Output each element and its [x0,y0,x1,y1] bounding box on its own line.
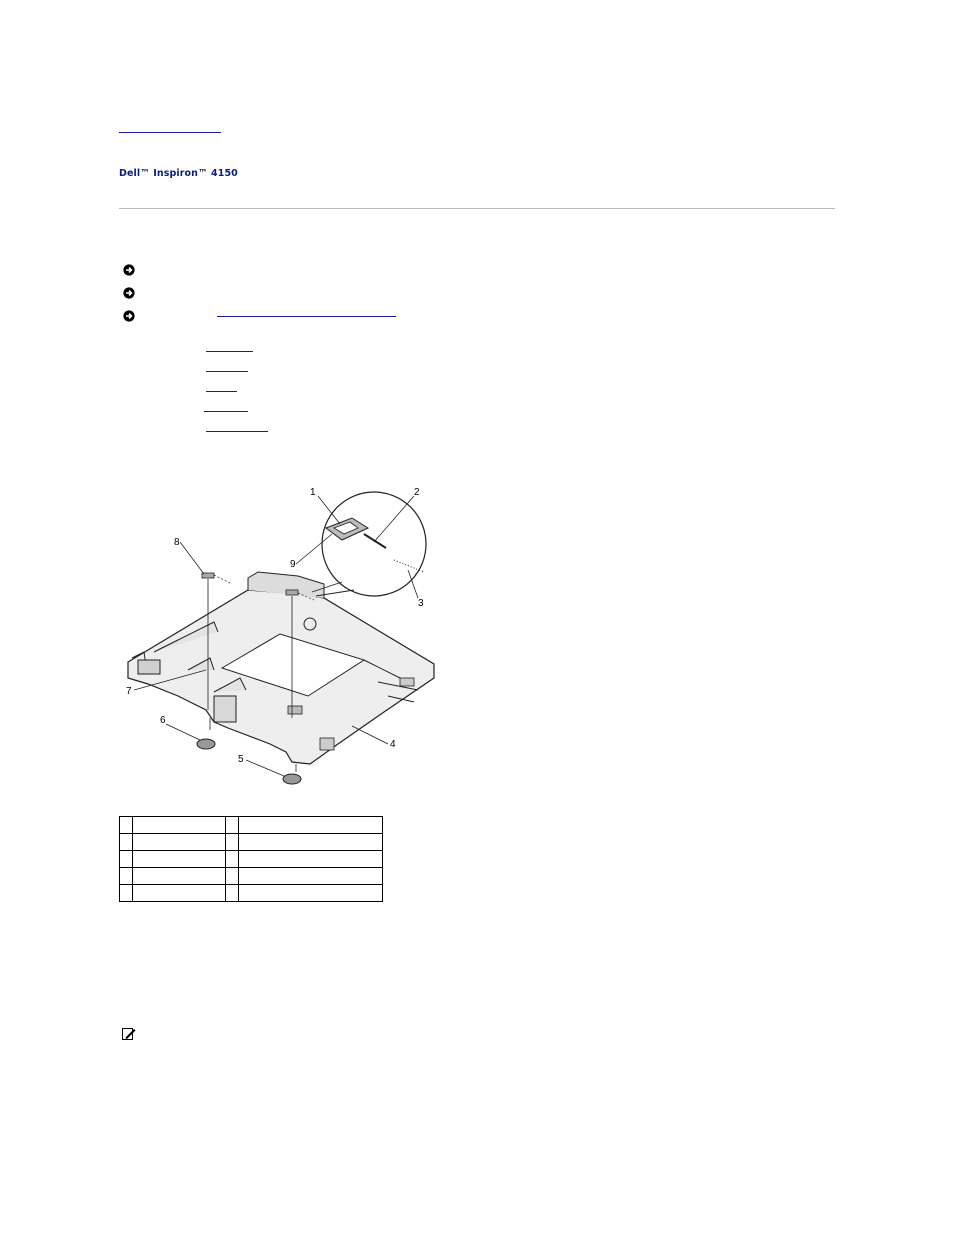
notice-icon [123,264,135,276]
callout-6: 6 [160,715,166,726]
callout-9: 9 [290,559,296,570]
table-cell [239,885,383,902]
table-cell [120,817,133,834]
notice-procedure-link[interactable] [217,306,396,317]
back-to-contents-link[interactable] [119,120,221,133]
callout-4: 4 [390,739,396,750]
step-link-2[interactable] [206,361,248,372]
product-title: Dell™ Inspiron™ 4150 [119,168,238,179]
bottom-case-figure [118,482,440,792]
callout-1: 1 [310,487,316,498]
table-cell [239,851,383,868]
table-cell [120,834,133,851]
table-cell [133,834,226,851]
table-cell [133,885,226,902]
step-link-3[interactable] [206,381,237,392]
table-cell [226,834,239,851]
notice-icon [123,310,135,322]
table-row [120,868,383,885]
notice-icon [123,287,135,299]
step-link-1[interactable] [206,341,253,352]
table-cell [133,817,226,834]
table-cell [120,885,133,902]
table-cell [133,851,226,868]
step-link-4[interactable] [204,401,248,412]
table-cell [239,868,383,885]
table-row [120,885,383,902]
table-cell [239,834,383,851]
table-cell [239,817,383,834]
table-cell [226,885,239,902]
callout-2: 2 [414,487,420,498]
note-icon [122,1025,136,1038]
step-link-5[interactable] [206,421,268,432]
callout-7: 7 [126,686,132,697]
table-cell [226,868,239,885]
table-cell [120,868,133,885]
table-cell [226,851,239,868]
callout-5: 5 [238,754,244,765]
callout-8: 8 [174,537,180,548]
table-row [120,851,383,868]
table-cell [226,817,239,834]
callout-3: 3 [418,598,424,609]
table-row [120,834,383,851]
table-row [120,817,383,834]
callout-legend-table [119,816,383,902]
table-cell [133,868,226,885]
table-cell [120,851,133,868]
header-divider [119,208,835,209]
